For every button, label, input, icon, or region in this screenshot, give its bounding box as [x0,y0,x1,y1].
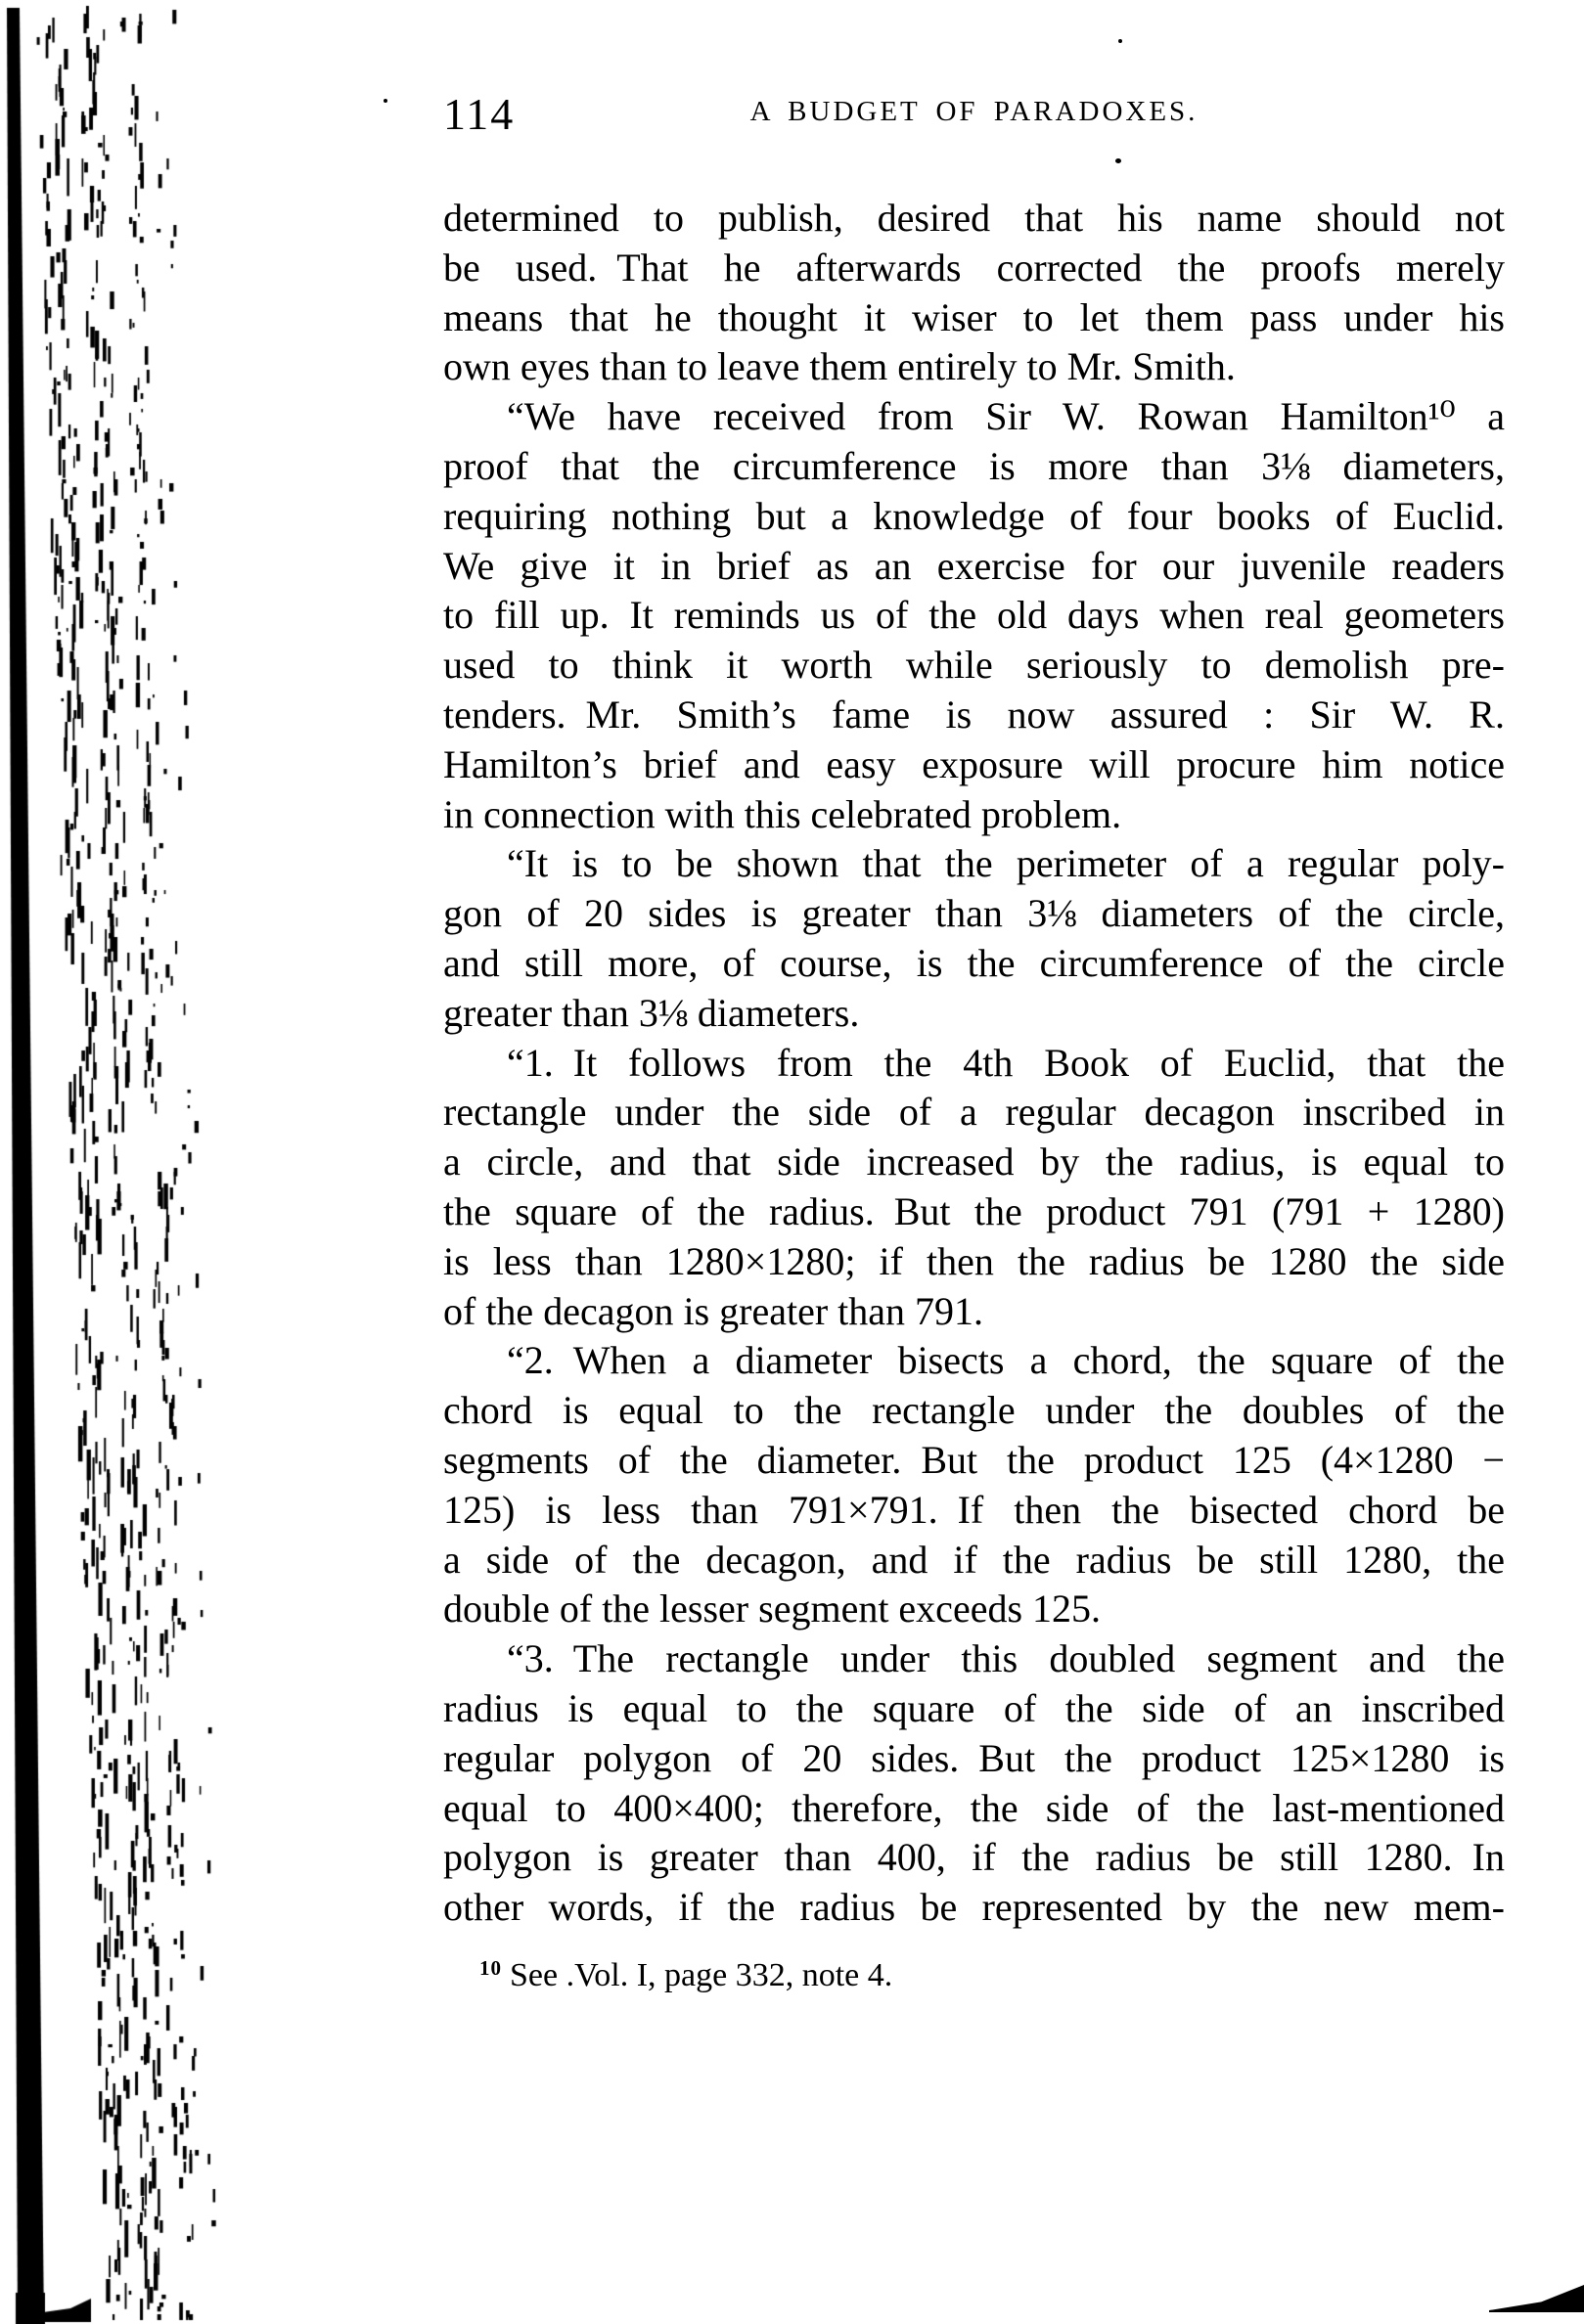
text-line: greater than 3⅛ diameters. [443,990,860,1035]
text-line: own eyes than to leave them entirely to Mr. Smith. [443,344,1236,389]
text-line: “It is to be shown that the perimeter of a regular poly- [507,841,1505,886]
footnote-marker: 10 [479,1956,502,1980]
text-line: radius is equal to the square of the side of an inscribed [443,1685,1505,1730]
scan-noise-artifact [0,0,225,2324]
text-line: “3. The rectangle under this doubled segment and the [507,1636,1505,1681]
text-line: chord is equal to the rectangle under the doubles of the [443,1388,1505,1433]
text-line: to fill up. It reminds us of the old days when real geometers [443,593,1505,638]
text-line: other words, if the radius be represented by the new mem- [443,1885,1505,1930]
text-line: requiring nothing but a knowledge of four books of Euclid. [443,493,1505,538]
text-line: polygon is greater than 400, if the radius be still 1280. In [443,1835,1505,1880]
text-line: in connection with this celebrated problem. [443,791,1122,836]
ink-speck [1118,39,1122,43]
text-line: segments of the diameter. But the product 125 (4×1280 − [443,1437,1505,1482]
text-line: of the decagon is greater than 791. [443,1288,984,1333]
text-line: be used. That he afterwards corrected the proofs merely [443,245,1505,290]
footnote [479,1956,892,1996]
footnote-text: See .Vol. I, page 332, note 4. [510,1957,893,1993]
text-line: regular polygon of 20 sides. But the product 125×1280 is [443,1735,1505,1780]
text-line: “1. It follows from the 4th Book of Euclid, that the [507,1040,1505,1085]
text-line: the square of the radius. But the product 791 (791 + 1280) [443,1188,1505,1233]
text-line: used to think it worth while seriously to demolish pre- [443,643,1505,688]
text-line: We give it in brief as an exercise for our juvenile readers [443,543,1505,588]
text-line: “We have received from Sir W. Rowan Hamilton¹⁰ a [507,394,1505,439]
text-line: determined to publish, desired that his name should not [443,196,1505,240]
text-line: double of the lesser segment exceeds 125. [443,1587,1102,1631]
text-line: gon of 20 sides is greater than 3⅛ diameters of the circle, [443,891,1505,936]
text-line: a circle, and that side increased by the radius, is equal to [443,1140,1505,1184]
text-line: tenders. Mr. Smith’s fame is now assured : Sir W. R. [443,692,1505,737]
running-title: A BUDGET OF PARADOXES. [749,96,1199,127]
page-curl-shadow [1489,2285,1584,2312]
text-line: 125) is less than 791×791. If then the bisected chord be [443,1487,1505,1532]
ink-speck [1115,158,1121,163]
text-line: and still more, of course, is the circumference of the circle [443,940,1505,985]
page-number: 114 [443,89,516,139]
ink-speck [384,99,387,103]
text-line: a side of the decagon, and if the radius be still 1280, the [443,1537,1505,1582]
text-line: is less than 1280×1280; if then the radius be 1280 the side [443,1238,1505,1283]
text-line: equal to 400×400; therefore, the side of the last-mentioned [443,1785,1505,1830]
text-line: rectangle under the side of a regular decagon inscribed in [443,1090,1505,1135]
text-line: “2. When a diameter bisects a chord, the square of the [507,1338,1505,1383]
text-line: means that he thought it wiser to let them pass under his [443,294,1505,339]
text-line: Hamilton’s brief and easy exposure will procure him notice [443,741,1505,786]
page-body-text [443,194,1505,1933]
text-line: proof that the circumference is more than 3⅛ diameters, [443,443,1505,488]
